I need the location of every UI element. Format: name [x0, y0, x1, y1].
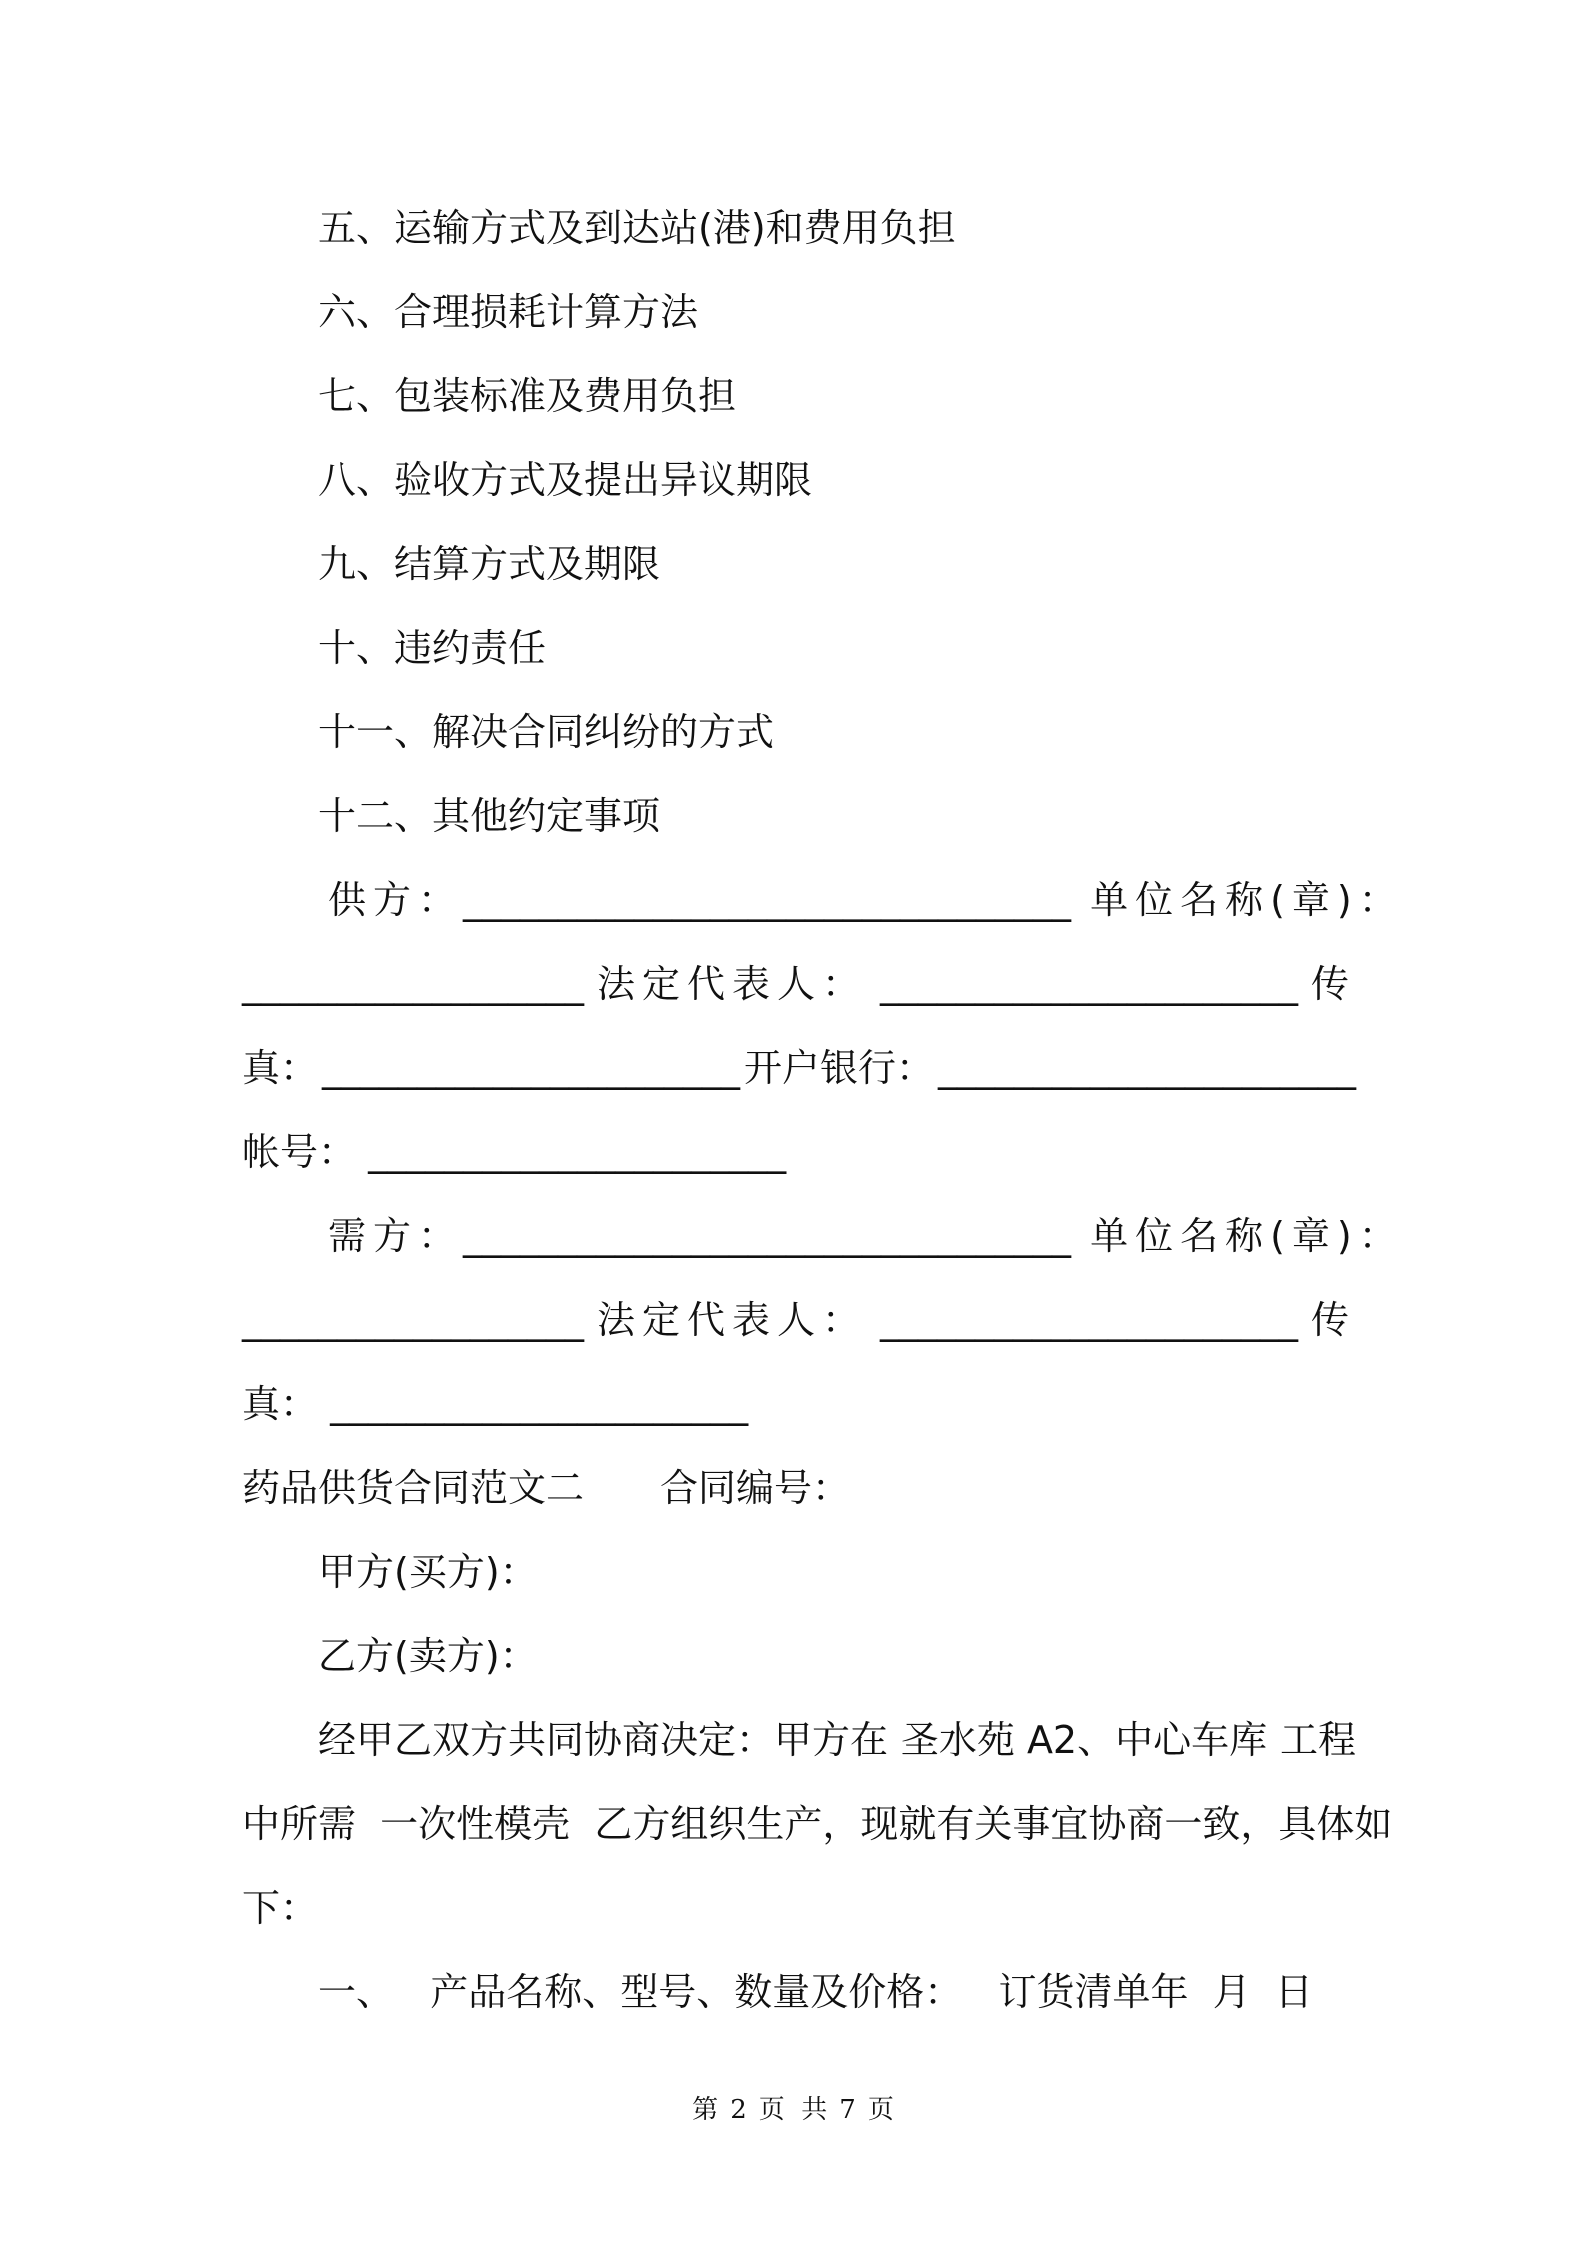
- item-1-title: 产品名称、型号、数量及价格：: [430, 1970, 963, 2014]
- clause-5: 五、运输方式及到达站(港)和费用负担: [318, 206, 956, 250]
- supplier-unit-name-label: 单位名称(章)：: [1090, 878, 1404, 922]
- party-b-label: 乙方(卖方)：: [318, 1634, 538, 1678]
- supplier-line-3: [242, 1044, 1356, 1092]
- contract-number-label: 合同编号：: [660, 1466, 851, 1510]
- agreement-paragraph-line-2: 中所需 一次性模壳 乙方组织生产，现就有关事宜协商一致，具体如: [242, 1802, 1393, 1846]
- clause-11: 十一、解决合同纠纷的方式: [318, 710, 775, 754]
- clause-9: 九、结算方式及期限: [318, 542, 661, 586]
- clause-12: 十二、其他约定事项: [318, 794, 661, 838]
- supplier-fax-blank: ______________________: [322, 1046, 740, 1090]
- clause-10: 十、违约责任: [318, 626, 547, 670]
- footer-prefix: 第: [692, 2095, 719, 2125]
- supplier-bank-label: 开户银行：: [743, 1046, 934, 1090]
- item-1-rest: 订货清单年 月 日: [998, 1970, 1313, 2014]
- supplier-bank-blank: ______________________: [937, 1046, 1356, 1090]
- current-page-number: 2: [730, 2095, 747, 2125]
- supplier-legal-rep-blank: ______________________: [879, 962, 1298, 1006]
- buyer-fax-label-end: 真：: [242, 1382, 319, 1426]
- page-footer: [0, 2094, 1586, 2126]
- buyer-legal-rep-label: 法定代表人：: [596, 1298, 867, 1342]
- buyer-fax-label-start: 传: [1310, 1298, 1356, 1342]
- buyer-fax-blank: ______________________: [330, 1382, 749, 1426]
- clause-6: 六、合理损耗计算方法: [318, 290, 699, 334]
- supplier-unit-blank: __________________: [242, 962, 584, 1006]
- supplier-line-2: [242, 960, 1356, 1008]
- agreement-paragraph-line-1: [318, 1716, 1356, 1764]
- buyer-name-blank: ________________________________: [463, 1214, 1072, 1258]
- agreement-text-a: 经甲乙双方共同协商决定：甲方在: [318, 1718, 889, 1762]
- supplier-fax-label-end: 真：: [242, 1046, 319, 1090]
- buyer-legal-rep-blank: ______________________: [879, 1298, 1298, 1342]
- item-1-line: [318, 1968, 1313, 2016]
- supplier-label: 供方：: [328, 878, 464, 922]
- buyer-line-2: [242, 1296, 1356, 1344]
- supplier-account-label: 帐号：: [242, 1130, 357, 1174]
- supplier-line-1: [328, 876, 1404, 924]
- clause-7: 七、包装标准及费用负担: [318, 374, 737, 418]
- clause-8: 八、验收方式及提出异议期限: [318, 458, 813, 502]
- buyer-line-3: [242, 1380, 748, 1428]
- second-contract-heading: [242, 1464, 850, 1512]
- footer-mid: 页 共: [758, 2095, 828, 2125]
- supplier-fax-label-start: 传: [1310, 962, 1356, 1006]
- supplier-account-blank: ______________________: [368, 1130, 787, 1174]
- buyer-unit-blank: __________________: [242, 1298, 584, 1342]
- item-1-number: 一、: [318, 1970, 395, 2014]
- footer-suffix: 页: [867, 2095, 894, 2125]
- agreement-paragraph-line-3: 下：: [242, 1886, 319, 1930]
- supplier-line-4: [242, 1128, 786, 1176]
- buyer-unit-name-label: 单位名称(章)：: [1090, 1214, 1404, 1258]
- agreement-text-c: 工程: [1279, 1718, 1356, 1762]
- agreement-text-b: 圣水苑 A2、中心车库: [900, 1718, 1268, 1762]
- supplier-name-blank: ________________________________: [463, 878, 1072, 922]
- second-contract-title: 药品供货合同范文二: [242, 1466, 585, 1510]
- buyer-line-1: [328, 1212, 1404, 1260]
- buyer-label: 需方：: [328, 1214, 464, 1258]
- party-a-label: 甲方(买方)：: [318, 1550, 538, 1594]
- supplier-legal-rep-label: 法定代表人：: [596, 962, 867, 1006]
- total-page-count: 7: [839, 2095, 856, 2125]
